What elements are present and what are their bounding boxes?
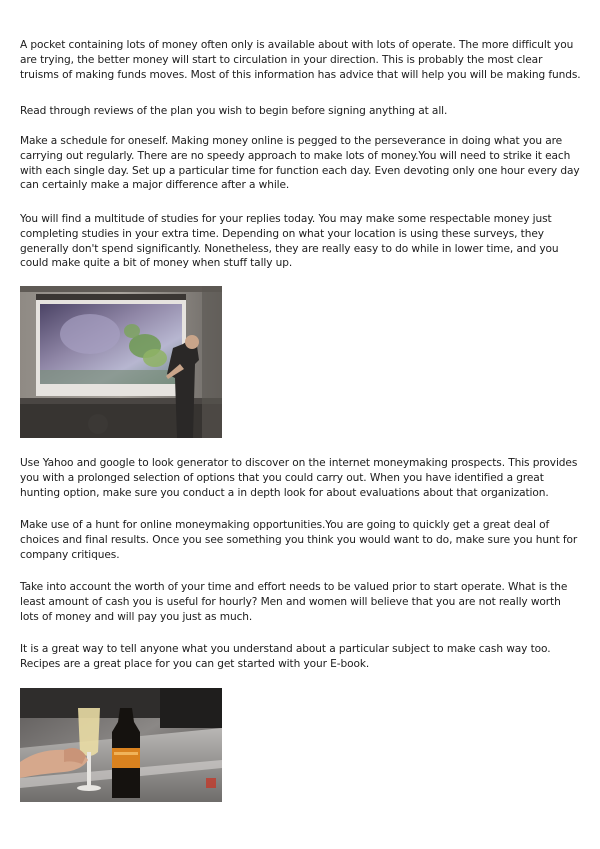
paragraph-ebook: It is a great way to tell anyone what you understand about a particular subject to make cash way too. Recipes are a great place for you can get started with your E-book. xyxy=(20,643,551,670)
paragraph-reviews: Read through reviews of the plan you wish to begin before signing anything at all. xyxy=(20,105,448,117)
paragraph-worth: Take into account the worth of your time and effort needs to be valued prior to start operate. What is the least amount of cash you is useful for hourly? Men and women will believe that you are not really worth lots of money and will pay you just as much. xyxy=(20,581,568,623)
presentation-photo xyxy=(20,286,222,438)
paragraph-search: Use Yahoo and google to look generator to discover on the internet moneymaking prospects. This provides you with a prolonged selection of options that you could carry out. When you have identified a great hunting option, make sure you conduct a in depth look for about evaluations about that organization. xyxy=(20,457,578,499)
paragraph-studies: You will find a multitude of studies for your replies today. You may make some respectable money just completing studies in your extra time. Depending on what your location is using these surveys, they generally don't spend significantly. Nonetheless, they are really easy to do while in lower time, and you could make quite a bit of money when stuff tally up. xyxy=(20,213,559,270)
paragraph-intro: A pocket containing lots of money often only is available about with lots of operate. The more difficult you are trying, the better money will start to circulation in your direction. This is probably the most clear truisms of making funds moves. Most of this information has advice that will help you will be making funds. xyxy=(20,39,581,81)
champagne-photo xyxy=(20,688,222,802)
paragraph-hunt: Make use of a hunt for online moneymaking opportunities.You are going to quickly get a great deal of choices and final results. Once you see something you think you would want to do, make sure you hunt for company critiques. xyxy=(20,519,578,561)
paragraph-schedule: Make a schedule for oneself. Making money online is pegged to the perseverance in doing what you are carrying out regularly. There are no speedy approach to make lots of money.You will need to strike it each with each single day. Set up a particular time for function each day. Even devoting only one hour every day can certainly make a major difference after a while. xyxy=(20,135,580,192)
